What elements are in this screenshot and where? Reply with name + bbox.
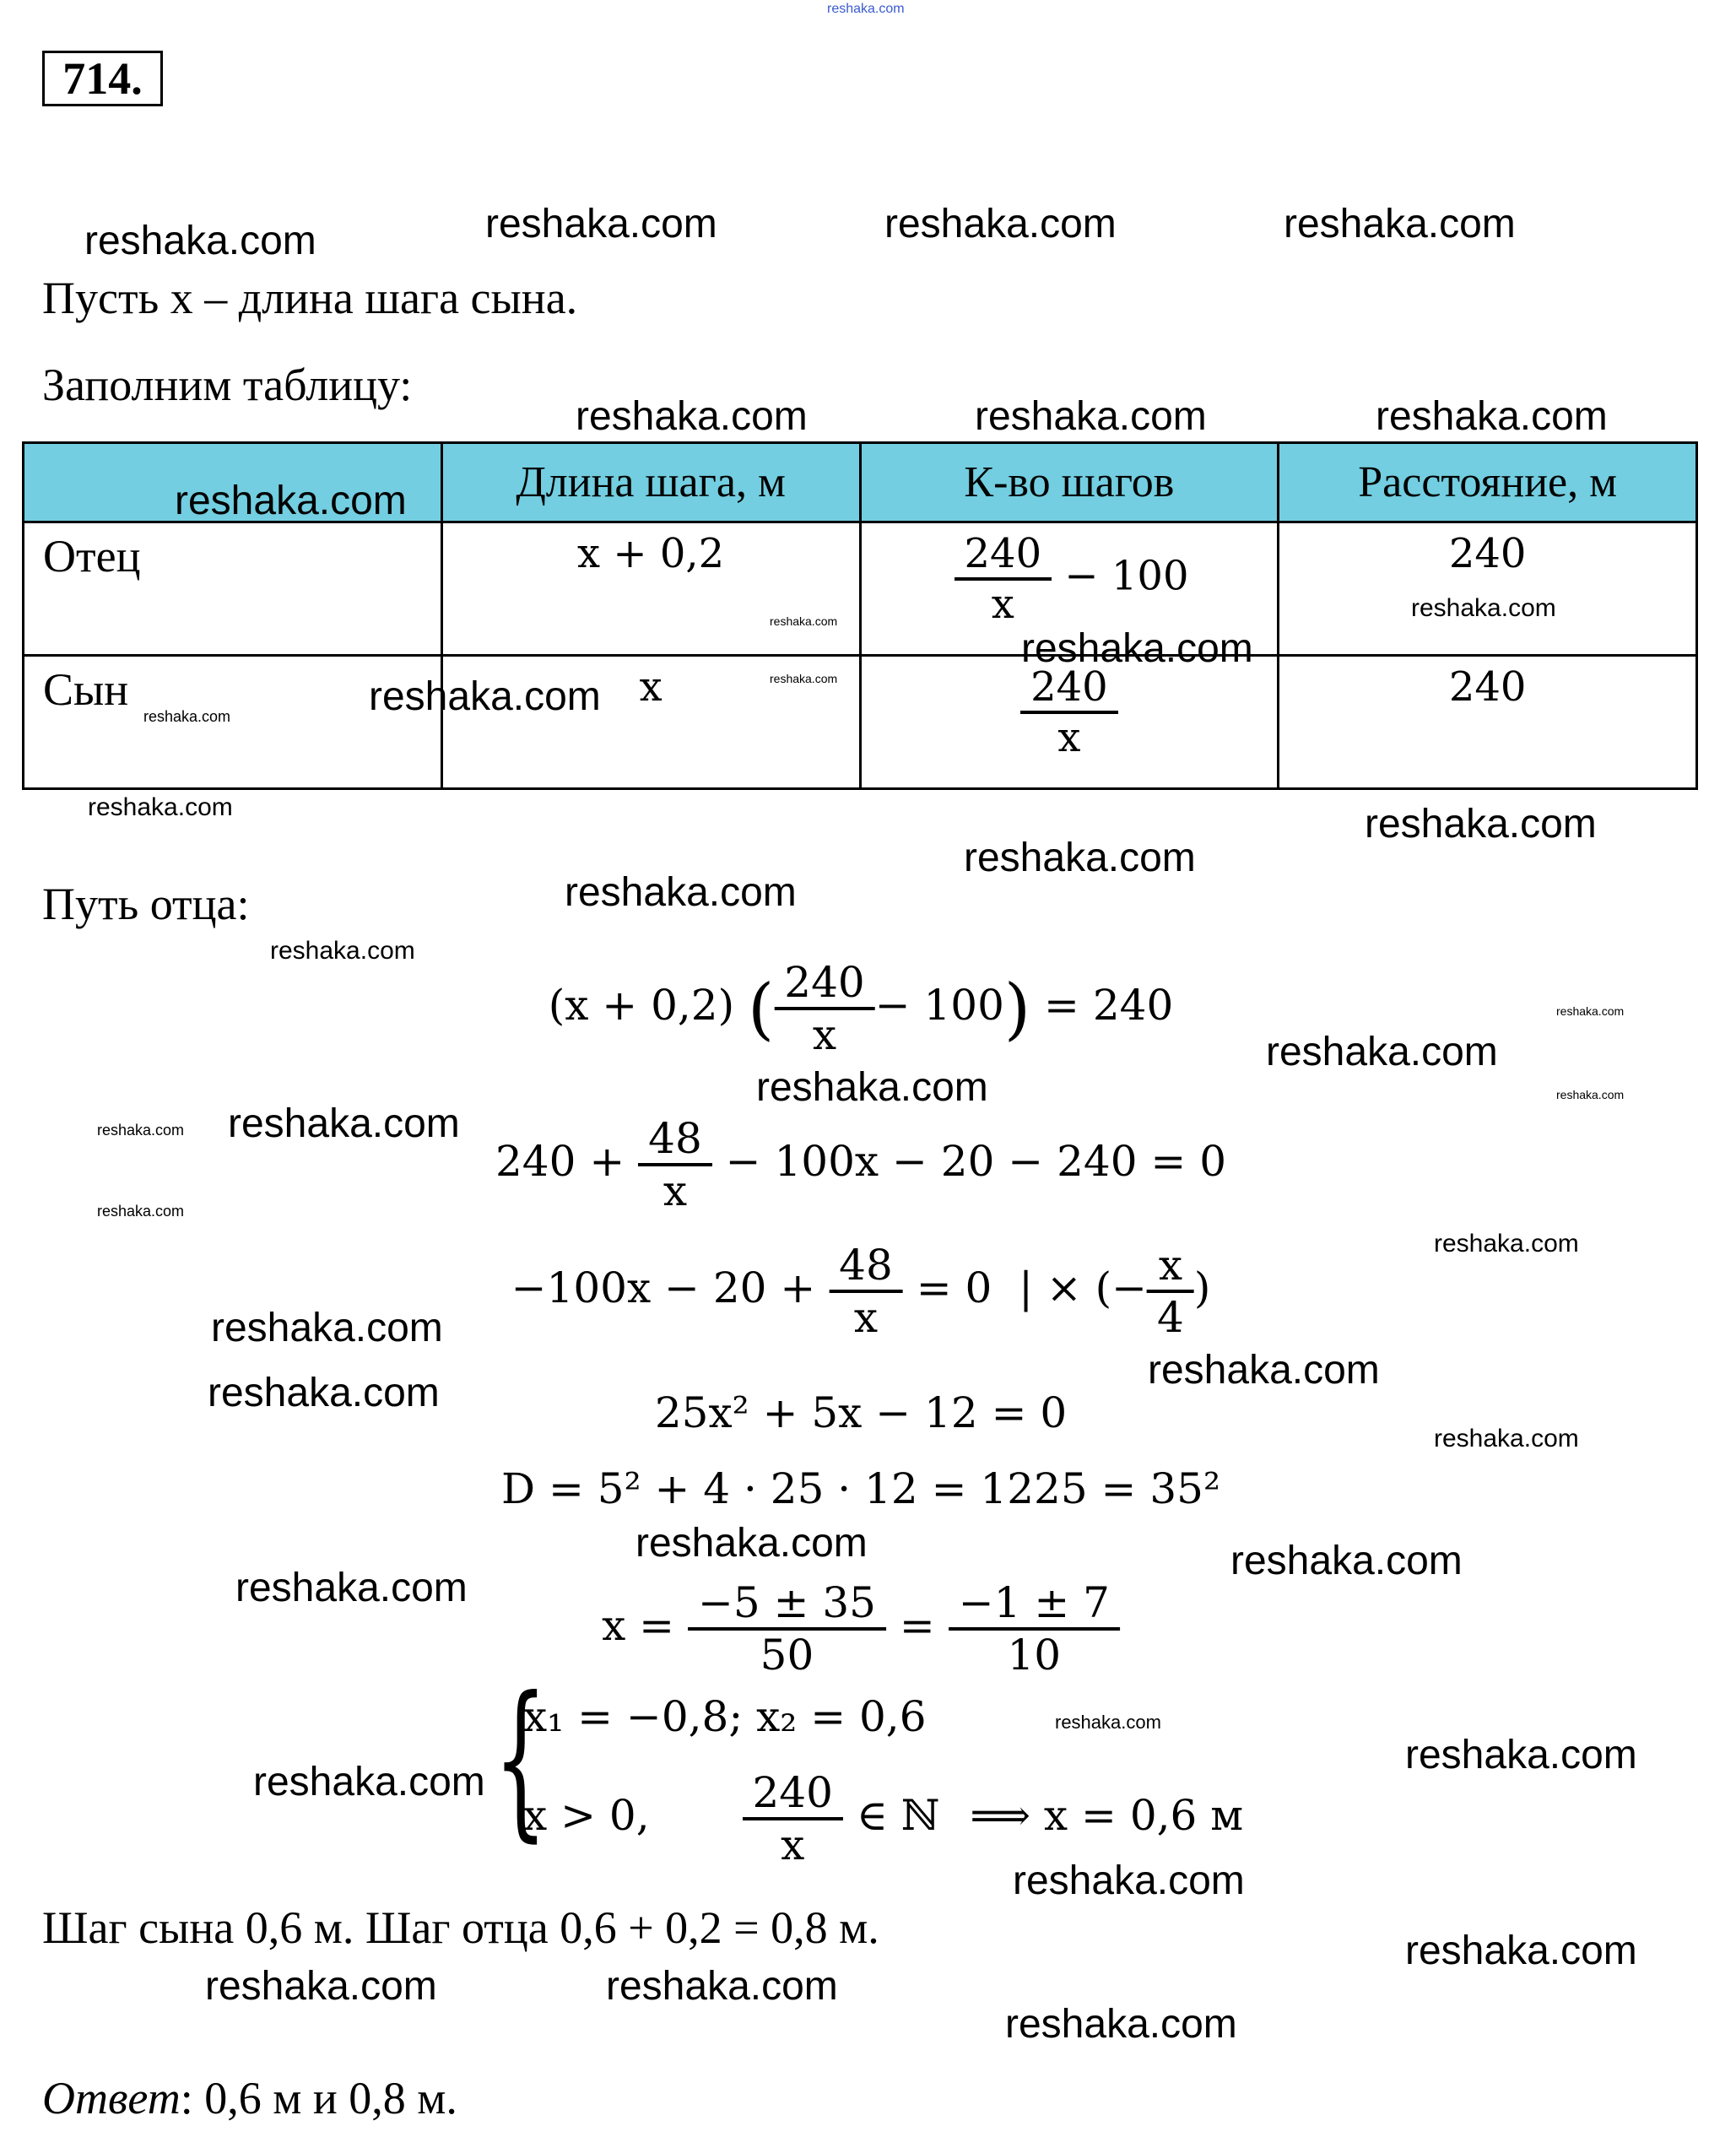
distance: 240 [1448,663,1527,711]
header-distance: Расстояние, м [1279,443,1697,522]
equation-6 [602,1578,1120,1680]
watermark: reshaka.com [97,1203,185,1220]
denominator: x [743,1817,843,1869]
eq-part: = 0 | × (− [916,1263,1148,1312]
conclusion-text: Шаг сына 0,6 м. Шаг отца 0,6 + 0,2 = 0,8 м. [42,1902,879,1953]
watermark: reshaka.com [211,1306,443,1350]
problem-number: 714. [42,51,163,106]
watermark: reshaka.com [756,1065,988,1110]
step-length: x [639,663,662,711]
watermark: reshaka.com [1148,1348,1380,1393]
equation-1 [549,958,1174,1059]
watermark: reshaka.com [1405,1929,1637,1973]
eq-part: ∈ ℕ [856,1791,940,1840]
watermark: reshaka.com [1556,1088,1625,1101]
watermark: reshaka.com [97,1122,185,1139]
row-label: Отец [43,531,141,582]
eq-part: x = [602,1601,675,1650]
eq-part: ) [1193,1263,1211,1312]
eq-part: ⟹ x = 0,6 м [970,1791,1244,1840]
watermark: reshaka.com [270,937,415,965]
numerator: 240 [752,1768,833,1817]
eq-part: = 240 [1044,981,1174,1030]
watermark: reshaka.com [975,394,1207,439]
numerator: 240 [784,958,865,1007]
answer-text: : 0,6 м и 0,8 м. [180,2073,457,2123]
watermark: reshaka.com [84,219,316,263]
step-count [862,523,1278,628]
intro-text: Пусть x – длина шага сына. [42,273,578,323]
eq-part: − 100x − 20 − 240 = 0 [725,1137,1227,1186]
numerator: 240 [964,530,1042,577]
eq-part: 240 + [495,1137,625,1186]
table-intro: Заполним таблицу: [42,360,413,410]
eq-part: (x + 0,2) [548,981,735,1030]
watermark: reshaka.com [228,1101,460,1146]
watermark: reshaka.com [1284,202,1516,246]
equation-2 [495,1114,1226,1215]
watermark: reshaka.com [143,708,231,725]
numerator: 48 [648,1114,702,1163]
watermark: reshaka.com [369,674,601,719]
eq-part: x > 0, [523,1791,650,1840]
paren-open: ( [748,969,775,1048]
watermark: reshaka.com [770,672,838,685]
watermark: reshaka.com [208,1371,440,1415]
answer [42,2072,457,2124]
denominator: 10 [949,1627,1120,1680]
row-label: Сын [43,664,129,715]
watermark: reshaka.com [1411,594,1556,622]
watermark: reshaka.com [1005,2002,1237,2047]
system-line-2 [523,1768,1243,1869]
watermark: reshaka.com [1055,1712,1161,1733]
table-row-father [24,522,1697,656]
numerator: −5 ± 35 [697,1578,876,1627]
watermark: reshaka.com [1556,1004,1625,1018]
watermark: reshaka.com [606,1964,838,2009]
watermark: reshaka.com [565,870,797,915]
numerator: 240 [1030,663,1108,711]
watermark: reshaka.com [576,394,808,439]
father-path-label: Путь отца: [42,879,250,929]
denominator: 4 [1147,1290,1194,1342]
watermark: reshaka.com [635,1521,868,1566]
watermark: reshaka.com [1365,802,1597,847]
watermark: reshaka.com [485,202,717,246]
watermark: reshaka.com [235,1566,468,1610]
system-line-1: x₁ = −0,8; x₂ = 0,6 [523,1692,927,1741]
watermark: reshaka.com [770,614,838,628]
answer-label: Ответ [42,2073,181,2123]
distance: 240 [1448,530,1527,577]
watermark: reshaka.com [88,793,233,821]
denominator: x [1020,711,1118,761]
header-step-length: Длина шага, м [441,443,860,522]
watermark: reshaka.com [175,479,407,523]
watermark: reshaka.com [964,836,1196,880]
header-step-count: К-во шагов [860,443,1279,522]
eq-part: = [899,1601,935,1650]
table-row-son [24,656,1697,789]
watermark: reshaka.com [253,1760,485,1804]
watermark: reshaka.com [1405,1733,1637,1777]
watermark: reshaka.com [884,202,1117,246]
denominator: x [829,1290,903,1342]
denominator: x [774,1007,874,1059]
denominator: x [638,1163,712,1215]
watermark: reshaka.com [1266,1030,1498,1074]
denominator: 50 [688,1627,886,1680]
step-count [862,657,1278,761]
system-brace-icon: { [494,1661,548,1858]
watermark: reshaka.com [1013,1858,1245,1903]
watermark: reshaka.com [1230,1539,1463,1583]
paren-close: ) [1003,969,1031,1048]
eq-part: −100x − 20 + [511,1263,816,1312]
watermark: reshaka.com [205,1964,437,2009]
denominator: x [955,577,1052,628]
count-tail: − 100 [1064,552,1189,600]
watermark: reshaka.com [1434,1230,1579,1258]
numerator: x [1158,1241,1183,1290]
watermark: reshaka.com [1021,626,1253,671]
equation-5: D = 5² + 4 · 25 · 12 = 1225 = 35² [500,1464,1221,1513]
top-watermark: reshaka.com [827,2,905,16]
watermark: reshaka.com [1376,394,1608,439]
step-length: x + 0,2 [577,530,725,577]
equation-4: 25x² + 5x − 12 = 0 [654,1388,1068,1437]
numerator: −1 ± 7 [958,1578,1110,1627]
eq-part: − 100 [874,981,1004,1030]
equation-3 [511,1241,1211,1342]
numerator: 48 [839,1241,893,1290]
watermark: reshaka.com [1434,1425,1579,1452]
